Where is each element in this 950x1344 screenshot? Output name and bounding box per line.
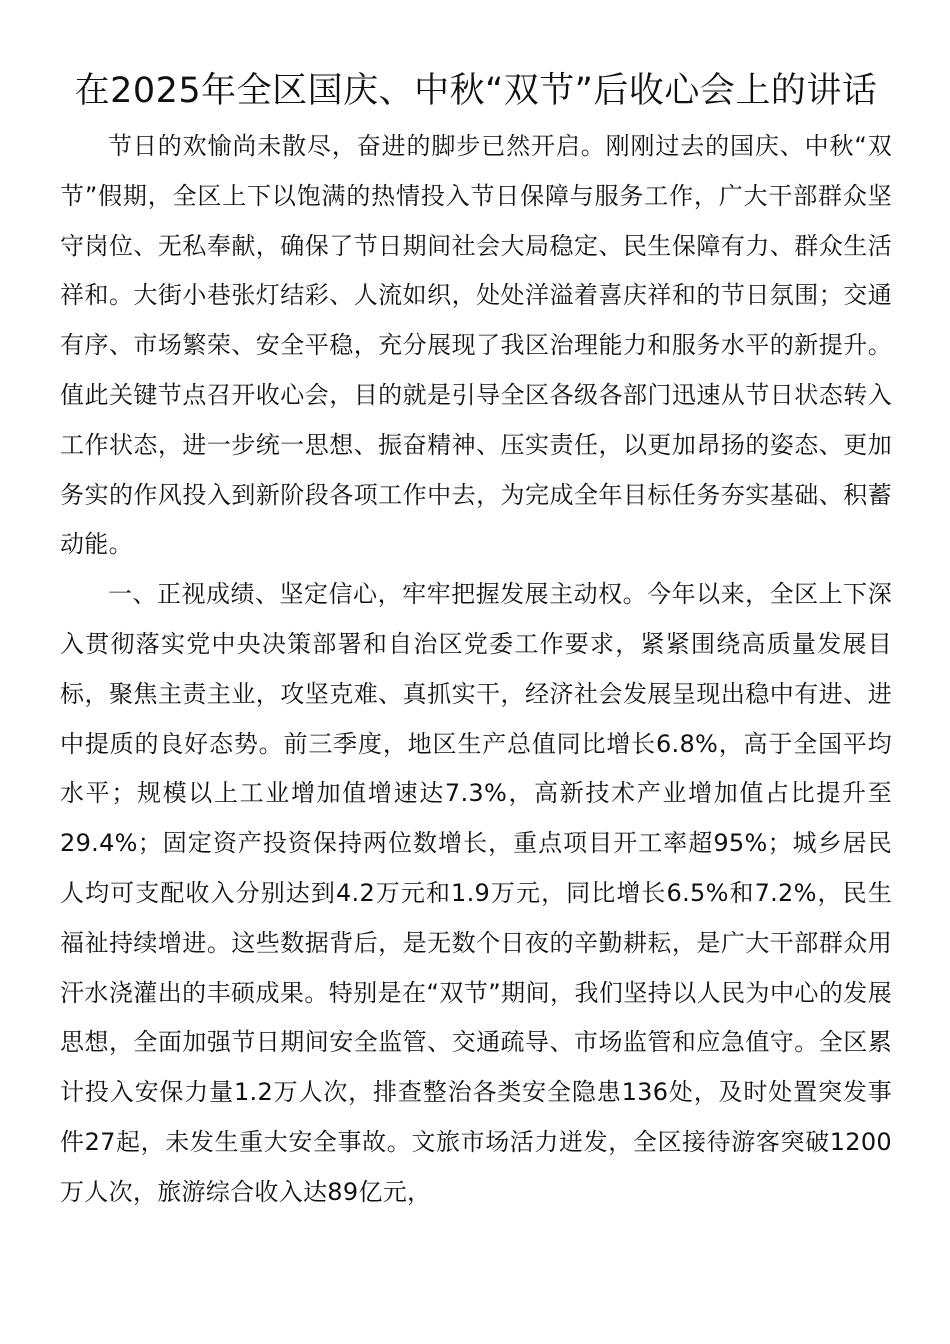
paragraph-section-one: 一、正视成绩、坚定信心，牢牢把握发展主动权。今年以来，全区上下深入贯彻落实党中央决策部署和自治区党委工作要求，紧紧围绕高质量发展目标，聚焦主责主业，攻坚克难、真抓实干，经济社会发展呈现出稳中有进、进中提质的良好态势。前三季度，地区生产总值同比增长6.8%，高于全国平均水平；规模以上工业增加值增速达7.3%，高新技术产业增加值占比提升至29.4%；固定资产投资保持两位数增长，重点项目开工率超95%；城乡居民人均可支配收入分别达到4.2万元和1.9万元，同比增长6.5%和7.2%，民生福祉持续增进。这些数据背后，是无数个日夜的辛勤耕耘，是广大干部群众用汗水浇灌出的丰硕成果。特别是在“双节”期间，我们坚持以人民为中心的发展思想，全面加强节日期间安全监管、交通疏导、市场监管和应急值守。全区累计投入安保力量1.2万人次，排查整治各类安全隐患136处，及时处置突发事件27起，未发生重大安全事故。文旅市场活力迸发，全区接待游客突破1200万人次，旅游综合收入达89亿元， [60, 580, 892, 1206]
document-page [60, 66, 892, 1218]
document-title: 在2025年全区国庆、中秋“双节”后收心会上的讲话 [74, 71, 878, 111]
paragraph-intro: 节日的欢愉尚未散尽，奋进的脚步已然开启。刚刚过去的国庆、中秋“双节”假期，全区上下以饱满的热情投入节日保障与服务工作，广大干部群众坚守岗位、无私奉献，确保了节日期间社会大局稳定、民生保障有力、群众生活祥和。大街小巷张灯结彩、人流如织，处处洋溢着喜庆祥和的节日氛围；交通有序、市场繁荣、安全平稳，充分展现了我区治理能力和服务水平的新提升。值此关键节点召开收心会，目的就是引导全区各级各部门迅速从节日状态转入工作状态，进一步统一思想、振奋精神、压实责任，以更加昂扬的姿态、更加务实的作风投入到新阶段各项工作中去，为完成全年目标任务夯实基础、积蓄动能。 [60, 132, 892, 559]
